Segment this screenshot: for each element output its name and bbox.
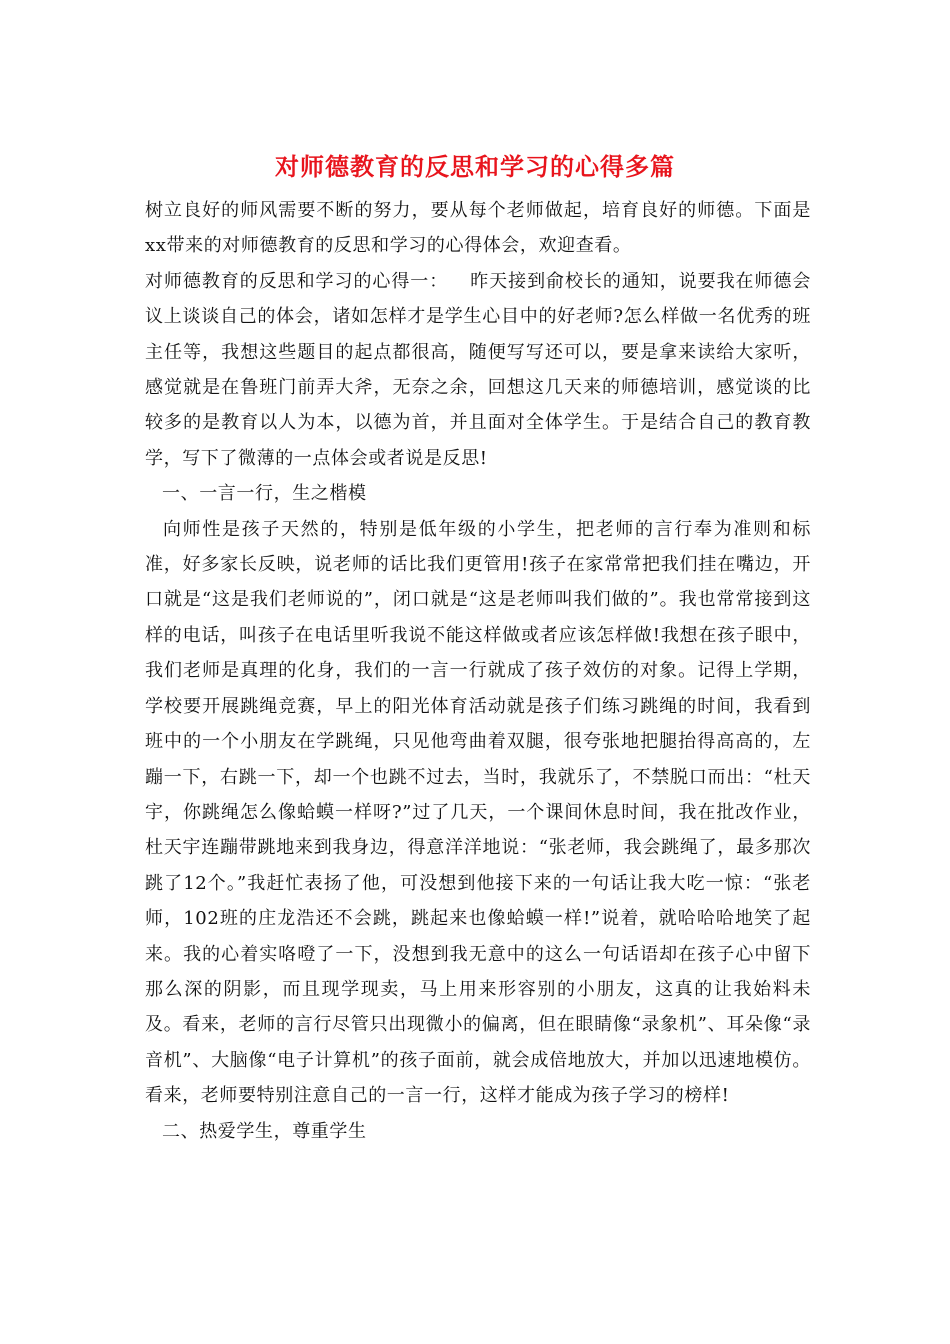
- section-one-text: 昨天接到俞校长的通知，说要我在师德会议上谈谈自己的体会，诸如怎样才是学生心目中的好老师?怎么样做一名优秀的班主任等，我想这些题目的起点都很高，随便写写还可以，要是拿来读给大家听，感觉就是在鲁班门前弄大斧，无奈之余，回想这几天来的师德培训，感觉谈的比较多的是教育以人为本，以德为首，并且面对全体学生。于是结合自己的教育教学，写下了微薄的一点体会或者说是反思!: [145, 270, 811, 469]
- document-body: [145, 193, 811, 1149]
- heading-one: 一、一言一行，生之楷模: [162, 483, 367, 505]
- document-title: 对师德教育的反思和学习的心得多篇: [275, 152, 675, 181]
- paragraph-one: 向师性是孩子天然的，特别是低年级的小学生，把老师的言行奉为准则和标准，好多家长反映，说老师的话比我们更管用!孩子在家常常把我们挂在嘴边，开口就是“这是我们老师说的”，闭口就是“这是老师叫我们做的”。我也常常接到这样的电话，叫孩子在电话里听我说不能这样做或者应该怎样做!我想在孩子眼中，我们老师是真理的化身，我们的一言一行就成了孩子效仿的对象。记得上学期，学校要开展跳绳竞赛，早上的阳光体育活动就是孩子们练习跳绳的时间，我看到班中的一个小朋友在学跳绳，只见他弯曲着双腿，很夸张地把腿抬得高高的，左蹦一下，右跳一下，却一个也跳不过去，当时，我就乐了，不禁脱口而出：“杜天宇，你跳绳怎么像蛤蟆一样呀?”过了几天，一个课间休息时间，我在批改作业，杜天宇连蹦带跳地来到我身边，得意洋洋地说：“张老师，我会跳绳了，最多那次跳了12个。”我赶忙表扬了他，可没想到他接下来的一句话让我大吃一惊：“张老师，102班的庄龙浩还不会跳，跳起来也像蛤蟆一样!”说着，就哈哈哈地笑了起来。我的心着实咯噔了一下，没想到我无意中的这么一句话语却在孩子心中留下那么深的阴影，而且现学现卖，马上用来形容别的小朋友，这真的让我始料未及。看来，老师的言行尽管只出现微小的偏离，但在眼睛像“录象机”、耳朵像“录音机”、大脑像“电子计算机”的孩子面前，就会成倍地放大，并加以迅速地模仿。看来，老师要特别注意自己的一言一行，这样才能成为孩子学习的榜样!: [145, 518, 811, 1107]
- section-one-label: 对师德教育的反思和学习的心得一：: [145, 270, 449, 292]
- heading-two: 二、热爱学生，尊重学生: [162, 1120, 367, 1142]
- section-one-paragraph: [145, 264, 811, 476]
- intro-paragraph: 树立良好的师风需要不断的努力，要从每个老师做起，培育良好的师德。下面是xx带来的对师德教育的反思和学习的心得体会，欢迎查看。: [145, 200, 811, 257]
